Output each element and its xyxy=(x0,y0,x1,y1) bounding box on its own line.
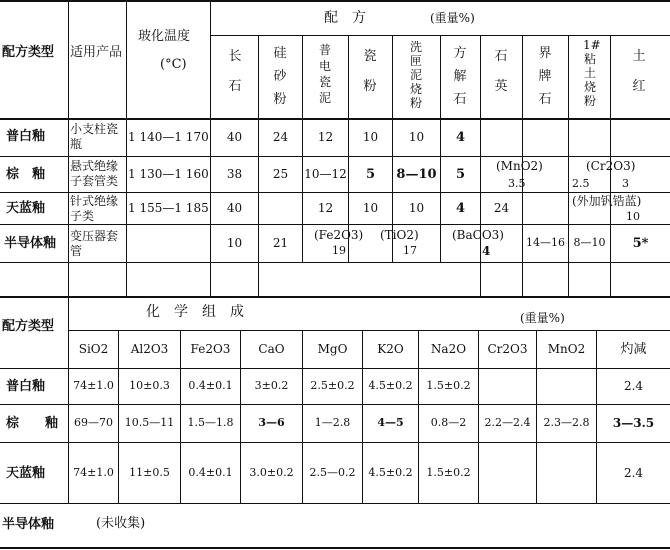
rule xyxy=(0,156,670,157)
composition-cell: 69—70 xyxy=(74,416,113,429)
composition-cell: 0.4±0.1 xyxy=(188,379,233,392)
col-header: K2O xyxy=(377,342,404,356)
cell: 40 xyxy=(226,201,243,215)
composition-cell: 3.0±0.2 xyxy=(249,466,294,479)
composition-cell: 2.3—2.8 xyxy=(543,416,590,429)
col-header: Na2O xyxy=(430,342,467,356)
rule xyxy=(440,35,441,262)
rule xyxy=(0,296,670,298)
rule xyxy=(68,0,69,297)
composition-cell: 1.5—1.8 xyxy=(187,416,234,429)
row-type: 棕 釉 xyxy=(6,167,46,182)
rule xyxy=(68,330,670,331)
cell: 24 xyxy=(493,201,510,215)
header-temp-unit: (°C) xyxy=(160,57,187,72)
composition-cell: 4—5 xyxy=(377,416,404,429)
cell: 25 xyxy=(272,167,289,181)
rule xyxy=(0,0,670,2)
composition-cell: 2.5±0.2 xyxy=(310,379,355,392)
cell: 10 xyxy=(408,130,425,144)
row-product: 变压器套管 xyxy=(70,229,119,258)
rule xyxy=(0,404,670,405)
row-type: 半导体釉 xyxy=(2,517,55,532)
cr2o3-value-a: 2.5 xyxy=(572,177,590,190)
col-header: 灼减 xyxy=(620,342,647,357)
composition-cell: 3—6 xyxy=(258,416,285,429)
rule xyxy=(302,35,303,262)
col-header: CaO xyxy=(258,342,285,356)
cell: 14—16 xyxy=(526,236,565,249)
vanadium-zircon-note: (外加钒锆蓝) xyxy=(572,194,642,208)
fe2o3-value: 19 xyxy=(332,244,346,257)
row-product: 小支柱瓷瓶 xyxy=(70,122,119,151)
row-type: 天蓝釉 xyxy=(6,201,46,216)
rule xyxy=(0,442,670,443)
col-header: Cr2O3 xyxy=(487,342,528,356)
composition-cell: 11±0.5 xyxy=(129,466,170,479)
tio2-label: (TiO2) xyxy=(380,228,419,242)
header-weight-pct: (重量%) xyxy=(520,311,565,325)
col-header: MgO xyxy=(317,342,348,356)
header-product: 适用产品 xyxy=(70,45,123,60)
header-formula: 配 方 xyxy=(324,10,366,26)
composition-cell: 1.5±0.2 xyxy=(426,466,471,479)
cell: 10 xyxy=(362,201,379,215)
header-formula-type: 配方类型 xyxy=(2,45,55,60)
vanadium-zircon-value: 10 xyxy=(626,210,640,223)
tio2-value: 17 xyxy=(403,244,417,257)
col-header: SiO2 xyxy=(78,342,109,356)
material-header: 石英 xyxy=(494,49,508,94)
cell: 4 xyxy=(455,130,466,145)
col-header: Al2O3 xyxy=(130,342,169,356)
header-vitrification-temp: 玻化温度 xyxy=(138,29,191,44)
fe2o3-label: (Fe2O3) xyxy=(314,228,364,242)
material-header: 普电瓷泥 xyxy=(318,43,331,105)
cell: 4 xyxy=(455,201,466,216)
rule xyxy=(0,368,670,369)
composition-cell: 2.4 xyxy=(623,379,644,393)
rule xyxy=(0,118,670,120)
header-formula-type: 配方类型 xyxy=(2,319,55,334)
row-type: 普白釉 xyxy=(6,129,46,144)
material-header: 1#粘土烧粉 xyxy=(583,38,601,108)
composition-cell: 1—2.8 xyxy=(314,416,351,429)
cell: 5 xyxy=(455,167,466,182)
rule xyxy=(258,35,259,297)
material-header: 土红 xyxy=(632,49,646,94)
composition-cell: 3±0.2 xyxy=(254,379,289,392)
rule xyxy=(210,0,211,297)
cell: 12 xyxy=(317,201,334,215)
cell: 21 xyxy=(272,236,289,250)
rule xyxy=(0,224,670,225)
rule xyxy=(0,503,670,504)
cr2o3-note: (Cr2O3) xyxy=(586,159,636,173)
composition-cell: 1.5±0.2 xyxy=(426,379,471,392)
cell: 40 xyxy=(226,130,243,144)
composition-cell: 2.2—2.4 xyxy=(484,416,531,429)
composition-cell: 10.5—11 xyxy=(124,416,175,429)
rule xyxy=(568,35,569,297)
cell: 10 xyxy=(408,201,425,215)
mno2-value: 3.5 xyxy=(508,177,526,190)
composition-cell: 74±1.0 xyxy=(73,379,114,392)
mno2-note: (MnO2) xyxy=(496,159,543,173)
composition-cell: 2.5—0.2 xyxy=(309,466,356,479)
rule xyxy=(480,35,481,297)
row-product: 针式绝缘子类 xyxy=(70,194,119,223)
cell: 10 xyxy=(226,236,243,250)
header-chem-composition: 化 学 组 成 xyxy=(146,304,244,320)
rule xyxy=(0,262,670,263)
row-type: 棕 釉 xyxy=(6,416,59,431)
cell: 38 xyxy=(226,167,243,181)
material-header: 洗匣泥烧粉 xyxy=(409,40,422,110)
cell: 10 xyxy=(362,130,379,144)
col-header: Fe2O3 xyxy=(190,342,231,356)
row-type: 天蓝釉 xyxy=(6,466,46,481)
cell: 5 xyxy=(365,167,376,182)
cell: 10—12 xyxy=(304,167,347,181)
cr2o3-value-b: 3 xyxy=(622,177,629,190)
col-header: MnO2 xyxy=(547,342,586,356)
composition-cell: 0.4±0.1 xyxy=(188,466,233,479)
composition-cell: 0.8—2 xyxy=(430,416,467,429)
cell: 8—10 xyxy=(396,167,437,182)
material-header: 方解石 xyxy=(453,46,467,107)
composition-cell: 4.5±0.2 xyxy=(368,466,413,479)
row-type: 半导体釉 xyxy=(4,236,57,251)
header-weight-pct: (重量%) xyxy=(430,11,475,25)
composition-cell: 4.5±0.2 xyxy=(368,379,413,392)
rule xyxy=(126,0,127,297)
baco3-label: (BaCO3) xyxy=(452,228,504,242)
composition-cell: 3—3.5 xyxy=(612,416,655,430)
composition-cell: 2.4 xyxy=(623,466,644,480)
material-header: 硅砂粉 xyxy=(273,46,287,107)
row-type: 普白釉 xyxy=(6,379,46,394)
row-temp: 1 130—1 160 xyxy=(128,167,209,181)
cell: 12 xyxy=(317,130,334,144)
not-collected-note: (未收集) xyxy=(96,516,146,531)
cell: 8—10 xyxy=(573,236,606,249)
rule xyxy=(0,547,670,549)
row-temp: 1 155—1 185 xyxy=(128,201,209,215)
cell: 24 xyxy=(272,130,289,144)
material-header: 瓷粉 xyxy=(363,49,377,94)
row-temp: 1 140—1 170 xyxy=(128,130,209,144)
baco3-value: 4 xyxy=(482,244,491,258)
material-header: 长石 xyxy=(228,49,242,94)
composition-cell: 10±0.3 xyxy=(129,379,170,392)
material-header: 界牌石 xyxy=(538,46,552,107)
cell: 5* xyxy=(632,236,649,251)
composition-cell: 74±1.0 xyxy=(73,466,114,479)
row-product: 悬式绝缘子套管类 xyxy=(70,159,119,188)
rule xyxy=(0,192,670,193)
